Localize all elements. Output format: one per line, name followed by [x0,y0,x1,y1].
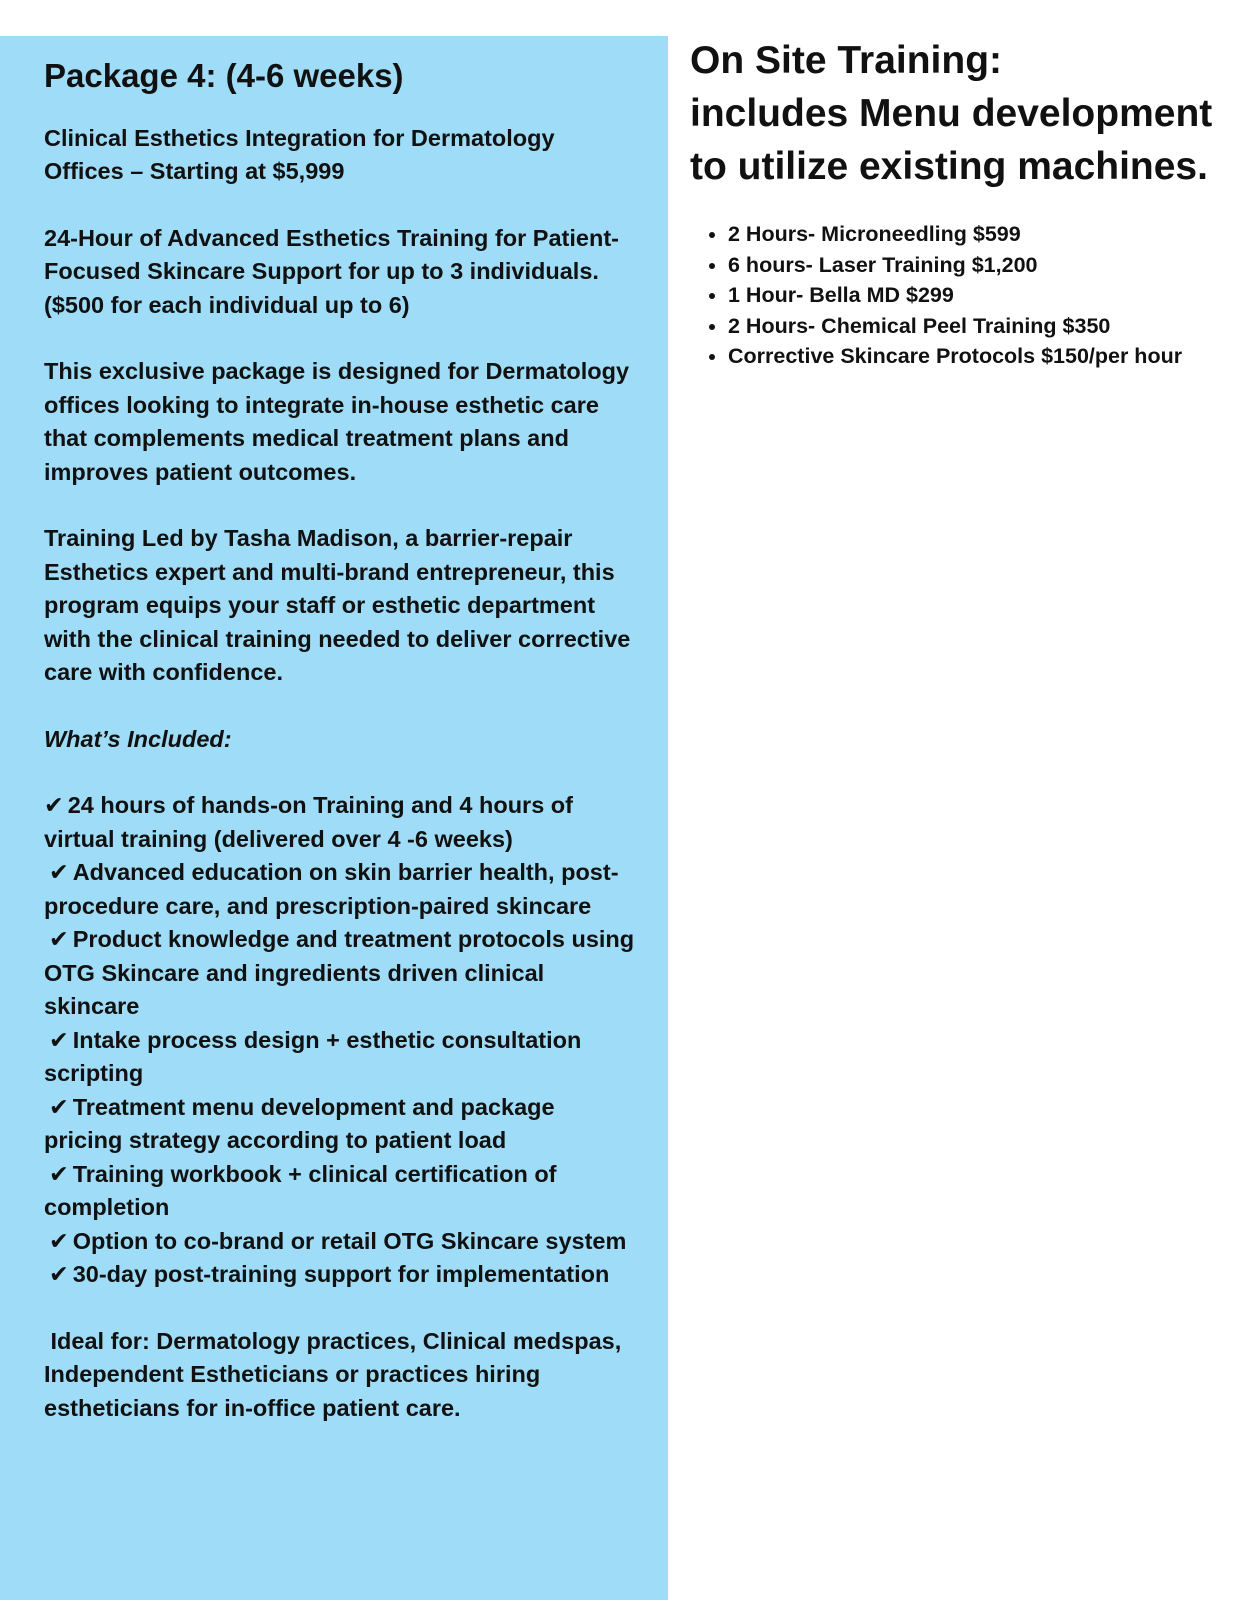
included-item-text: 24 hours of hands-on Training and 4 hours of virtual training (delivered over 4 -6 weeks) [44,792,573,852]
check-icon: ✔ [49,1227,69,1254]
included-item [44,923,638,1024]
onsite-item: • 2 Hours- Microneedling $599 [728,219,1230,250]
included-item [44,1024,638,1091]
package-subtitle: Clinical Esthetics Integration for Dermatology Offices – Starting at $5,999 [44,124,555,185]
check-icon: ✔ [49,1093,69,1120]
included-item [44,856,638,923]
package-description: This exclusive package is designed for Dermatology offices looking to integrate in-house esthetic care that complements medical treatment plans and improves patient outcomes. [44,358,630,485]
onsite-title-line: On Site Training: [690,39,1003,82]
check-icon: ✔ [44,792,64,819]
onsite-item: • 1 Hour- Bella MD $299 [728,280,1230,311]
included-item-text: Treatment menu development and package pricing strategy according to patient load [44,1093,555,1154]
included-item-text: Intake process design + esthetic consultation scripting [44,1026,582,1087]
package-leader: Training Led by Tasha Madison, a barrier-repair Esthetics expert and multi-brand entrepreneur, this program equips your staff or esthetic department with the clinical training needed to deliver corrective care with confidence. [44,525,631,686]
included-item-text: Product knowledge and treatment protocols using OTG Skincare and ingredients driven clinical skincare [44,926,635,1020]
included-item [44,1158,638,1225]
onsite-item: • 2 Hours- Chemical Peel Training $350 [728,311,1230,342]
onsite-title-line: to utilize existing machines. [690,145,1208,188]
included-item [44,789,638,856]
included-item-text: Training workbook + clinical certification of completion [44,1160,557,1221]
onsite-item: • Corrective Skincare Protocols $150/per hour [728,341,1230,372]
onsite-list [690,219,1230,372]
package-panel [0,36,668,1600]
package-hours: 24-Hour of Advanced Esthetics Training for Patient-Focused Skincare Support for up to 3 individuals. ($500 for each individual up to 6) [44,224,619,318]
included-item [44,1258,638,1292]
included-item-text: 30-day post-training support for implementation [72,1261,610,1288]
onsite-section [690,34,1230,372]
onsite-item: • 6 hours- Laser Training $1,200 [728,250,1230,281]
check-icon: ✔ [49,926,69,953]
ideal-for [44,1325,638,1426]
check-icon: ✔ [49,1026,69,1053]
check-icon: ✔ [49,1160,69,1187]
onsite-title-line: includes Menu development [690,92,1213,135]
included-item [44,1091,638,1158]
onsite-title [690,34,1230,193]
ideal-for-text: Ideal for: Dermatology practices, Clinical medspas, Independent Estheticians or practices hiring estheticians for in-office patient care. [44,1327,622,1421]
included-item-text: Advanced education on skin barrier health, post-procedure care, and prescription-paired skincare [44,859,619,919]
included-list [44,789,638,1292]
included-heading: What’s Included: [44,725,232,752]
check-icon: ✔ [49,1261,69,1288]
check-icon: ✔ [49,859,69,886]
included-item [44,1225,638,1259]
package-title: Package 4: (4-6 weeks) [44,57,404,94]
included-item-text: Option to co-brand or retail OTG Skincare system [72,1227,627,1254]
